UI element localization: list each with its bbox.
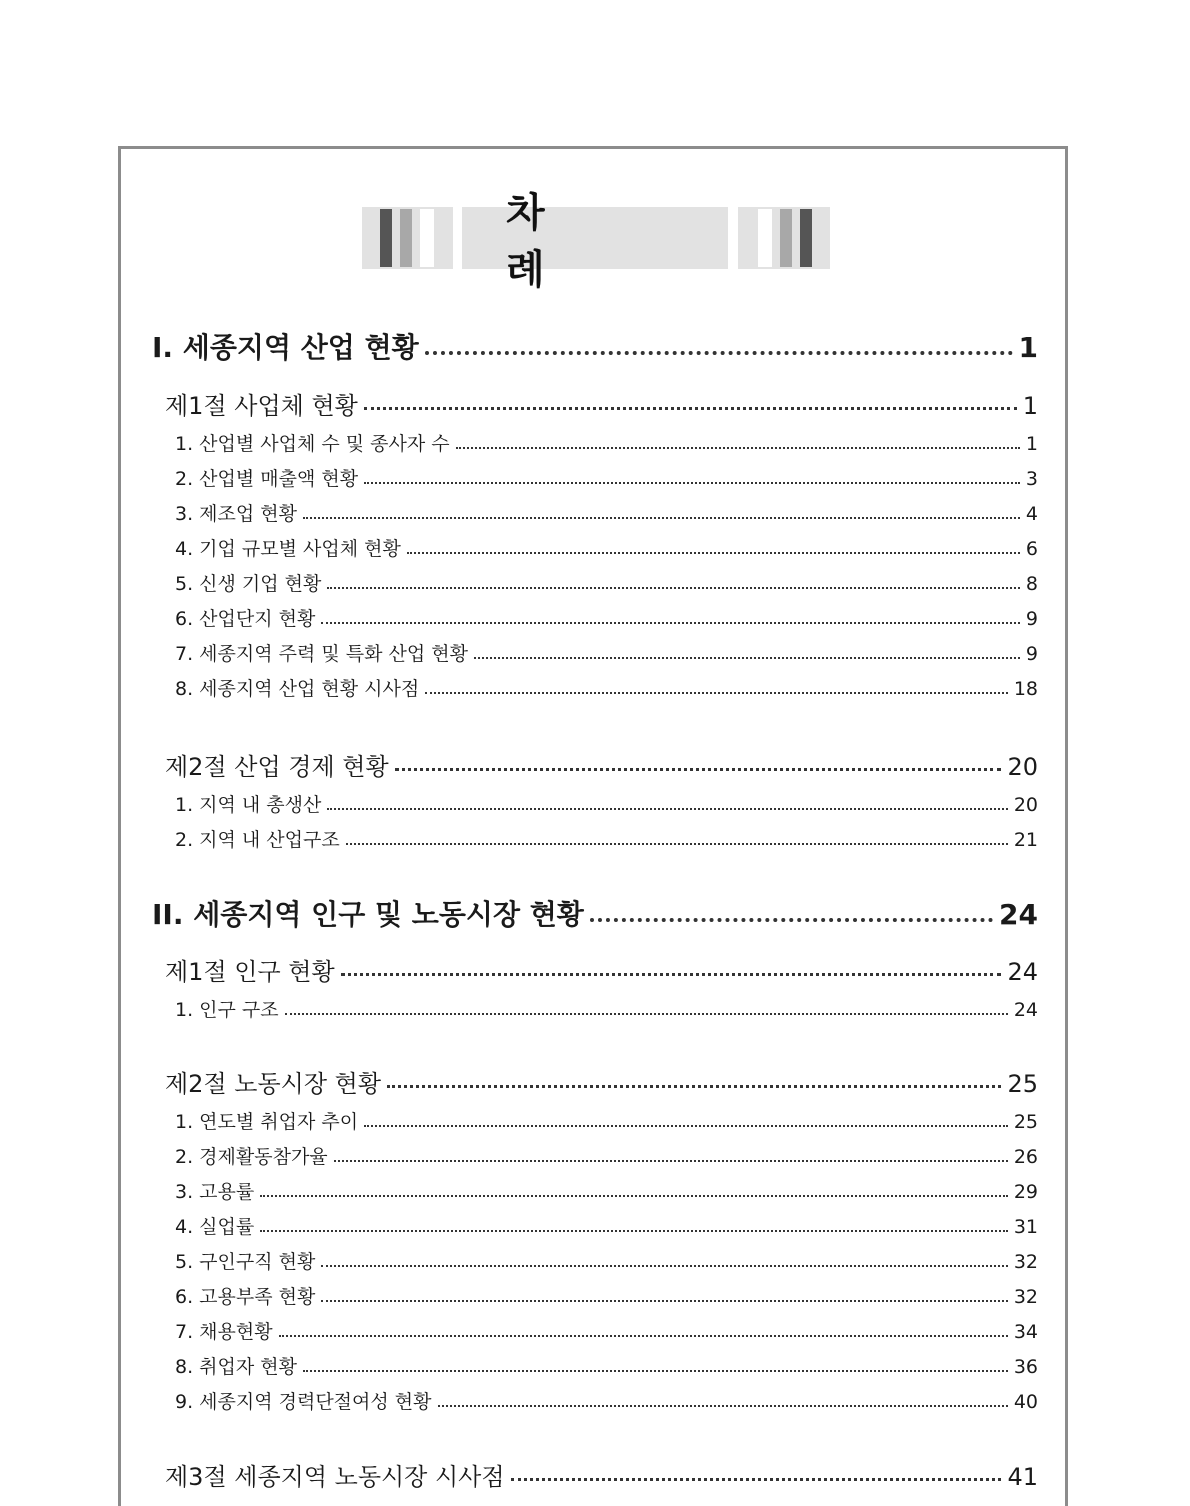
toc-page-number: 18	[1013, 678, 1038, 700]
toc-label: 6. 산업단지 현황	[175, 608, 316, 630]
toc-item[interactable]	[175, 1387, 1038, 1415]
toc-item[interactable]	[175, 1282, 1038, 1310]
dot-leader	[341, 952, 1002, 986]
toc-label: 제2절 산업 경제 현황	[165, 753, 389, 781]
toc-page-number: 20	[1013, 794, 1038, 816]
toc-label: 7. 채용현황	[175, 1321, 273, 1343]
toc-page-number: 29	[1013, 1181, 1038, 1203]
toc-page-number: 25	[1013, 1111, 1038, 1133]
dot-leader	[425, 326, 1013, 368]
toc-label: 1. 연도별 취업자 추이	[175, 1111, 359, 1133]
toc-page-number: 25	[1007, 1070, 1038, 1098]
page-title: 차 례	[462, 207, 728, 269]
toc-page-number: 9	[1025, 608, 1038, 630]
toc-chapter[interactable]	[152, 893, 1038, 935]
toc-item[interactable]	[175, 1317, 1038, 1345]
toc-label: 제2절 노동시장 현황	[165, 1070, 381, 1098]
toc-label: 제1절 인구 현황	[165, 958, 335, 986]
dot-leader	[474, 639, 1020, 667]
toc-label: 9. 세종지역 경력단절여성 현황	[175, 1391, 432, 1413]
toc-section[interactable]	[165, 1064, 1038, 1098]
toc-page-number: 24	[1013, 999, 1038, 1021]
toc-page-number: 3	[1025, 468, 1038, 490]
dot-leader	[334, 1142, 1008, 1170]
dot-leader	[425, 674, 1008, 702]
toc-item[interactable]	[175, 569, 1038, 597]
toc-label: 2. 경제활동참가율	[175, 1146, 328, 1168]
toc-page-number: 32	[1013, 1286, 1038, 1308]
toc-page-number: 21	[1013, 829, 1038, 851]
toc-label: 3. 고용률	[175, 1181, 255, 1203]
toc-item[interactable]	[175, 604, 1038, 632]
toc-item[interactable]	[175, 1177, 1038, 1205]
dot-leader	[327, 569, 1020, 597]
toc-label: 4. 실업률	[175, 1216, 255, 1238]
toc-page-number: 1	[1018, 331, 1038, 364]
toc-section[interactable]	[165, 1457, 1038, 1491]
dot-leader	[327, 790, 1007, 818]
toc-item[interactable]	[175, 1247, 1038, 1275]
toc-label: 2. 지역 내 산업구조	[175, 829, 340, 851]
toc-label: 제1절 사업체 현황	[165, 392, 358, 420]
toc-page-number: 32	[1013, 1251, 1038, 1273]
toc-item[interactable]	[175, 995, 1038, 1023]
dot-leader	[260, 1212, 1008, 1240]
toc-item[interactable]	[175, 499, 1038, 527]
toc-page-number: 31	[1013, 1216, 1038, 1238]
dot-leader	[321, 604, 1020, 632]
toc-item[interactable]	[175, 1107, 1038, 1135]
toc-label: 5. 구인구직 현황	[175, 1251, 316, 1273]
dot-leader	[260, 1177, 1008, 1205]
dot-leader	[438, 1387, 1008, 1415]
toc-page-number: 9	[1025, 643, 1038, 665]
toc-page-number: 41	[1007, 1463, 1038, 1491]
dot-leader	[456, 429, 1020, 457]
toc-item[interactable]	[175, 674, 1038, 702]
toc-page-number: 40	[1013, 1391, 1038, 1413]
toc-page-number: 8	[1025, 573, 1038, 595]
toc-label: 2. 산업별 매출액 현황	[175, 468, 359, 490]
toc-item[interactable]	[175, 1352, 1038, 1380]
toc-page-number: 24	[1007, 958, 1038, 986]
dot-leader	[346, 825, 1008, 853]
toc-label: II. 세종지역 인구 및 노동시장 현황	[152, 898, 584, 931]
toc-item[interactable]	[175, 1212, 1038, 1240]
toc-page-number: 1	[1022, 392, 1038, 420]
toc-section[interactable]	[165, 952, 1038, 986]
dot-leader	[303, 499, 1020, 527]
toc-item[interactable]	[175, 429, 1038, 457]
dot-leader	[285, 995, 1008, 1023]
dot-leader	[590, 893, 993, 935]
dot-leader	[303, 1352, 1008, 1380]
toc-item[interactable]	[175, 1142, 1038, 1170]
toc-page-number: 36	[1013, 1356, 1038, 1378]
toc-label: 5. 신생 기업 현황	[175, 573, 322, 595]
toc-label: 제3절 세종지역 노동시장 시사점	[165, 1463, 505, 1491]
dot-leader	[395, 747, 1002, 781]
dot-leader	[279, 1317, 1008, 1345]
dot-leader	[364, 1107, 1008, 1135]
toc-item[interactable]	[175, 790, 1038, 818]
toc-label: 1. 인구 구조	[175, 999, 279, 1021]
dot-leader	[387, 1064, 1001, 1098]
toc-item[interactable]	[175, 464, 1038, 492]
toc-label: 1. 산업별 사업체 수 및 종사자 수	[175, 433, 450, 455]
toc-label: 3. 제조업 현황	[175, 503, 297, 525]
toc-page-number: 34	[1013, 1321, 1038, 1343]
toc-label: 4. 기업 규모별 사업체 현황	[175, 538, 401, 560]
dot-leader	[321, 1247, 1007, 1275]
toc-label: 6. 고용부족 현황	[175, 1286, 316, 1308]
banner-left-decoration	[362, 207, 453, 269]
toc-item[interactable]	[175, 825, 1038, 853]
toc-page-number: 4	[1025, 503, 1038, 525]
dot-leader	[364, 386, 1017, 420]
dot-leader	[364, 464, 1020, 492]
toc-page-number: 6	[1025, 538, 1038, 560]
toc-page-number: 26	[1013, 1146, 1038, 1168]
banner-right-decoration	[738, 207, 830, 269]
dot-leader	[321, 1282, 1007, 1310]
toc-page-number: 20	[1007, 753, 1038, 781]
toc-label: 8. 취업자 현황	[175, 1356, 297, 1378]
dot-leader	[511, 1457, 1002, 1491]
toc-page-number: 24	[999, 898, 1038, 931]
toc-page-number: 1	[1025, 433, 1038, 455]
toc-label: 8. 세종지역 산업 현황 시사점	[175, 678, 420, 700]
toc-label: 1. 지역 내 총생산	[175, 794, 322, 816]
dot-leader	[407, 534, 1020, 562]
toc-item[interactable]	[175, 534, 1038, 562]
toc-label: I. 세종지역 산업 현황	[152, 331, 419, 364]
toc-section[interactable]	[165, 386, 1038, 420]
title-banner	[362, 190, 830, 293]
toc-item[interactable]	[175, 639, 1038, 667]
toc-section[interactable]	[165, 747, 1038, 781]
toc-chapter[interactable]	[152, 326, 1038, 368]
toc-label: 7. 세종지역 주력 및 특화 산업 현황	[175, 643, 468, 665]
